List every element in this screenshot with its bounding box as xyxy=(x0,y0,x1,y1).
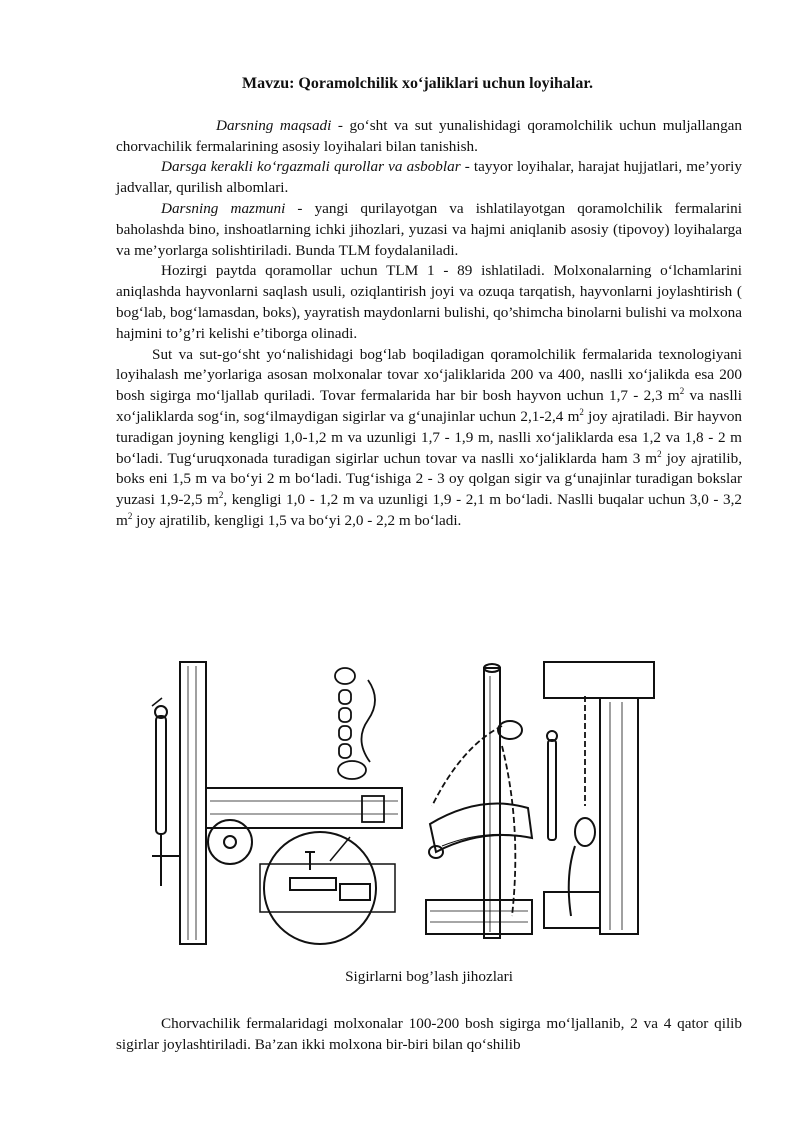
paragraph-norms: Sut va sut-go‘sht yo‘nalishidagi bog‘lab boqiladigan qoramolchilik fermalarida texnologiyani loyihalash me’yorlariga asosan molxonalar tovar xo‘jaliklarida 200 va 400, naslli xo‘jalikda esa 200 bosh sigirga mo‘ljallab quriladi. Tovar fermalarida har bir bosh hayvon uchun 1,7 - 2,3 $m^2$ va naslli xo‘jaliklarda sog‘in, sog‘ilmaydigan sigirlar va g‘unajinlar uchun 2,1-2,4 $m^2$ joy ajratiladi. Bir hayvon turadigan joyning kengligi 1,0-1,2 m va uzunligi 1,7 - 1,9 m, naslli xo‘jaliklarda esa 1,2 va 1,8 - 2 m bo‘ladi. Tug‘uruqxonada turadigan sigirlar uchun tovar va naslli xo‘jaliklarda ham 3 $m^2$ joy ajratilib, boks eni 1,5 m va bo‘yi 2 m bo‘ladi. Tug‘ishiga 2 - 3 oy qolgan sigir va g‘unajinlar turadigan bokslar yuzasi 1,9-2,5 $m^2$, kengligi 1,0 - 1,2 m va uzunligi 1,9 - 2,1 m bo‘ladi. Naslli buqalar uchun 3,0 - 3,2 $m^2$ joy ajratilib, kengligi 1,5 va bo‘yi 2,0 - 2,2 m bo‘ladi. xyxy=(116,345,743,529)
figure-caption: Sigirlarni bog’lash jihozlari xyxy=(345,968,513,985)
tethering-equipment-illustration xyxy=(130,656,670,946)
objective-label: Darsning maqsadi xyxy=(216,116,332,134)
document-body xyxy=(116,74,742,532)
paragraph-barns: Chorvachilik fermalaridagi molxonalar 100-200 bosh sigirga mo‘ljallanib, 2 va 4 qator qilib sigirlar joylashtiriladi. Ba’zan ikki molxona bir-biri bilan qo‘shilib xyxy=(116,1015,742,1053)
page-title: Mavzu: Qoramolchilik xo‘jaliklari uchun loyihalar. xyxy=(242,75,593,92)
paragraph-current: Hozirgi paytda qoramollar uchun TLM 1 - 89 ishlatiladi. Molxonalarning o‘lchamlarini aniqlashda hayvonlarni saqlash usuli, oziqlantirish joyi va ozuqa tarqatish, hayvonlarni joylashtirish ( bog‘lab, bog‘lamasdan, boks), yayratish maydonlarni bulishi, qo’shimcha binolarni bulishi va molxona hajmini to’g’ri kelishi e’tiborga olinadi. xyxy=(116,262,742,342)
content-label: Darsning mazmuni xyxy=(161,199,286,217)
materials-label: Darsga kerakli ko‘rgazmali qurollar va asboblar xyxy=(161,158,461,176)
paragraph-content: Darsning mazmuni - yangi qurilayotgan va ishlatilayotgan qoramolchilik fermalarini baholashda bino, inshoatlarning ichki jihozlari, yuzasi va hajmi aniqlanib asosiy (tipovoy) loyihalarga va me’yorlarga solishtiriladi. Bunda TLM foydalaniladi. xyxy=(116,199,742,259)
paragraph-objective: Darsning maqsadi - go‘sht va sut yunalishidagi qoramolchilik uchun muljallangan chorvachilik fermalarining asosiy loyihalari bilan tanishish. xyxy=(116,116,742,155)
paragraph-materials: Darsga kerakli ko‘rgazmali qurollar va asboblar - tayyor loyihalar, harajat hujjatlari, me’yoriy jadvallar, qurilish albomlari. xyxy=(116,158,742,197)
